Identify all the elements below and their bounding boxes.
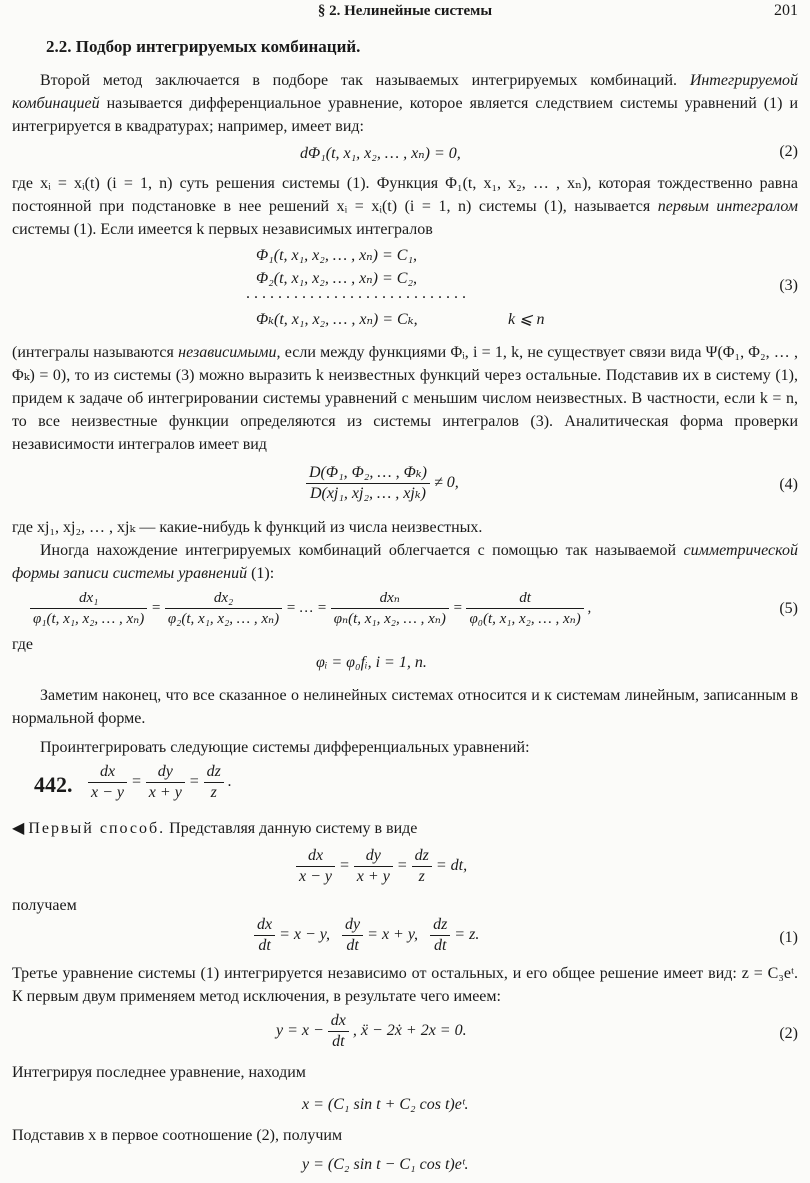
text: Третье уравнение системы (1) интегрируется независимо от остальных, и его общее решение имеет вид: z = C₃eᵗ. К первым двум применяем метод исключения, в результате чего имеем:: [12, 965, 798, 1005]
text: Заметим наконец, что все сказанное о нелинейных системах относится и к системам линейным, записанным в нормальной форме.: [12, 687, 798, 727]
equation-3-dots: . . . . . . . . . . . . . . . . . . . . . . . . . . . .: [246, 285, 466, 302]
where-label: где: [12, 636, 34, 653]
solution-y: y = (C₂ sin t − C₁ cos t)eᵗ.: [302, 1156, 469, 1173]
denominator: x − y: [296, 866, 335, 887]
numerator: dx₁: [78, 590, 99, 606]
equation-3-line-1: Φ₁(t, x₁, x₂, … , xₙ) = C₁,: [256, 247, 418, 264]
numerator: dx: [307, 847, 324, 864]
numerator: D(Φ₁, Φ₂, … , Φₖ): [309, 464, 427, 481]
rhs: = x − y,: [279, 926, 331, 944]
ellipsis: = … =: [285, 599, 327, 616]
denominator: D(xj₁, xj₂, … , xjₖ): [306, 483, 430, 504]
equation-number: (3): [779, 277, 798, 294]
paragraph-where: [12, 516, 798, 539]
fraction-dx-dt: [328, 1011, 349, 1052]
numerator: dz: [414, 847, 429, 864]
problem-number: 442.: [34, 772, 73, 797]
text-substituting: Подставив x в первое соотношение (2), получим: [12, 1127, 343, 1144]
section-title: 2.2. Подбор интегрируемых комбинаций.: [46, 37, 361, 56]
equation-2: dΦ₁(t, x₁, x₂, … , xₙ) = 0,: [300, 145, 461, 162]
denominator: φ₀(t, x₁, x₂, … , xₙ): [466, 608, 583, 629]
paragraph-independent: [12, 341, 798, 456]
fraction-2: [165, 588, 282, 629]
text-integrating: Интегрируя последнее уравнение, находим: [12, 1064, 306, 1081]
equation-number: (5): [779, 600, 798, 617]
text: если между функциями Φᵢ, i = 1, k, не существует связи вида Ψ(Φ₁, Φ₂, … , Φₖ) = 0), то из системы (3) можно выразить k неизвестных функций через остальные. Подставив их в систему (1), придем к задаче об интегрировании системы уравнений с меньшим числом неизвестных. В частности, если k = n, то все неизвестные функции определяются из системы интегралов (3). Аналитическая форма проверки независимости интегралов имеет вид: [12, 344, 799, 453]
equation-number: (2): [779, 143, 798, 160]
paragraph-third-equation: [12, 962, 798, 1008]
text: называется дифференциальное уравнение, которое является следствием системы уравнений (1) и интегрируется в квадратурах; например, имеет вид:: [12, 95, 799, 135]
numerator: dxₙ: [379, 590, 400, 606]
jacobian-fraction: [306, 463, 430, 504]
text: где xj₁, xj₂, … , xjₖ — какие-нибудь k функций из числа неизвестных.: [12, 519, 483, 536]
denominator: φ₂(t, x₁, x₂, … , xₙ): [165, 608, 282, 629]
solution-x: x = (C₁ sin t + C₂ cos t)eᵗ.: [302, 1096, 469, 1113]
solution-start: [12, 818, 417, 838]
rhs: = z.: [454, 926, 480, 944]
method-label: Первый способ.: [28, 820, 166, 837]
denominator: x + y: [146, 782, 185, 803]
equals-sign: =: [339, 857, 350, 875]
equals-dt: = dt,: [435, 857, 468, 875]
denominator: z: [412, 866, 432, 887]
equals-sign: =: [452, 599, 463, 616]
period: .: [227, 773, 232, 791]
numerator: dx: [257, 916, 273, 933]
numerator: dy: [157, 763, 173, 780]
fraction-t: [466, 588, 583, 629]
numerator: dt: [519, 590, 531, 606]
denominator: dt: [328, 1031, 349, 1052]
fraction-dy-dt: [342, 915, 363, 956]
denominator: z: [204, 782, 224, 803]
page-number: 201: [774, 2, 798, 19]
solution-marker-icon: ◀: [12, 820, 25, 837]
denominator: φₙ(t, x₁, x₂, … , xₙ): [331, 608, 449, 629]
equation-number: (4): [779, 476, 798, 493]
term-independent: независимыми,: [178, 344, 281, 361]
denominator: x + y: [354, 866, 393, 887]
fraction-dx: [296, 846, 335, 887]
equation-phi: φᵢ = φ₀fᵢ, i = 1, n.: [316, 654, 427, 671]
text-we-get: получаем: [12, 897, 77, 914]
denominator: dt: [254, 935, 275, 956]
rhs: , ẍ − 2ẋ + 2x = 0.: [352, 1022, 467, 1040]
paragraph-remark: [12, 684, 798, 730]
equation-3-line-k: Φₖ(t, x₁, x₂, … , xₙ) = Cₖ,: [256, 311, 418, 328]
term-integrable-combination: Интегрируемой комбинацией: [12, 72, 799, 112]
fraction-dz: [204, 762, 224, 803]
fraction-dy: [146, 762, 185, 803]
solution-equation-2: [276, 1011, 467, 1052]
equation-3-line-2: Φ₂(t, x₁, x₂, … , xₙ) = C₂,: [256, 270, 418, 287]
solution-equation-a: [296, 846, 467, 887]
equation-number: (2): [779, 1025, 798, 1042]
fraction-dz: [412, 846, 432, 887]
running-title: § 2. Нелинейные системы: [317, 3, 493, 19]
text: Второй метод заключается в подборе так называемых интегрируемых комбинаций.: [40, 72, 678, 89]
rhs: = x + y,: [367, 926, 419, 944]
text: (интегралы называются: [12, 344, 174, 361]
term-symmetric-form: симметрической формы записи системы уравнений: [12, 542, 799, 582]
numerator: dz: [433, 916, 448, 933]
equals-sign: =: [151, 599, 162, 616]
equation-5: [30, 588, 591, 629]
task-intro: Проинтегрировать следующие системы дифференциальных уравнений:: [40, 739, 530, 756]
numerator: dx: [330, 1012, 346, 1029]
equation-3-condition: k ⩽ n: [508, 311, 545, 328]
denominator: dt: [342, 935, 363, 956]
text: Представляя данную систему в виде: [169, 820, 418, 837]
equation-4: [306, 463, 459, 504]
paragraph-intro: [12, 69, 798, 138]
equals-sign: =: [396, 857, 408, 875]
comma: ,: [587, 599, 592, 616]
denominator: φ₁(t, x₁, x₂, … , xₙ): [30, 608, 147, 629]
equals-sign: =: [131, 773, 142, 791]
denominator: x − y: [88, 782, 127, 803]
numerator: dx₂: [213, 590, 234, 606]
fraction-dy: [354, 846, 393, 887]
fraction-dz-dt: [430, 915, 450, 956]
paragraph-first-integral: [12, 172, 798, 241]
fraction-1: [30, 588, 147, 629]
solution-equation-1: [254, 915, 479, 956]
equals-sign: =: [188, 773, 200, 791]
numerator: dy: [345, 916, 361, 933]
lhs: y = x −: [276, 1022, 324, 1040]
term-first-integral: первым интегралом: [657, 198, 798, 215]
numerator: dx: [99, 763, 116, 780]
text: Иногда нахождение интегрируемых комбинаций облегчается с помощью так называемой: [40, 542, 677, 559]
text: системы (1). Если имеется k первых независимых интегралов: [12, 221, 433, 238]
problem-equation: [88, 762, 232, 803]
text: где xᵢ = xᵢ(t) (i = 1, n) суть решения системы (1). Функция Φ₁(t, x₁, x₂, … , xₙ), которая тождественно равна постоянной при подстановке в нее решений xᵢ = xᵢ(t) (i = 1, n) системы (1), называется: [12, 175, 798, 215]
equation-number: (1): [779, 929, 798, 946]
paragraph-symmetric-form: [12, 539, 798, 585]
fraction-n: [331, 588, 449, 629]
text: (1):: [251, 565, 275, 582]
numerator: dy: [365, 847, 381, 864]
numerator: dz: [206, 763, 221, 780]
fraction-dx-dt: [254, 915, 275, 956]
fraction-dx: [88, 762, 127, 803]
relation: ≠ 0,: [433, 474, 459, 492]
denominator: dt: [430, 935, 450, 956]
